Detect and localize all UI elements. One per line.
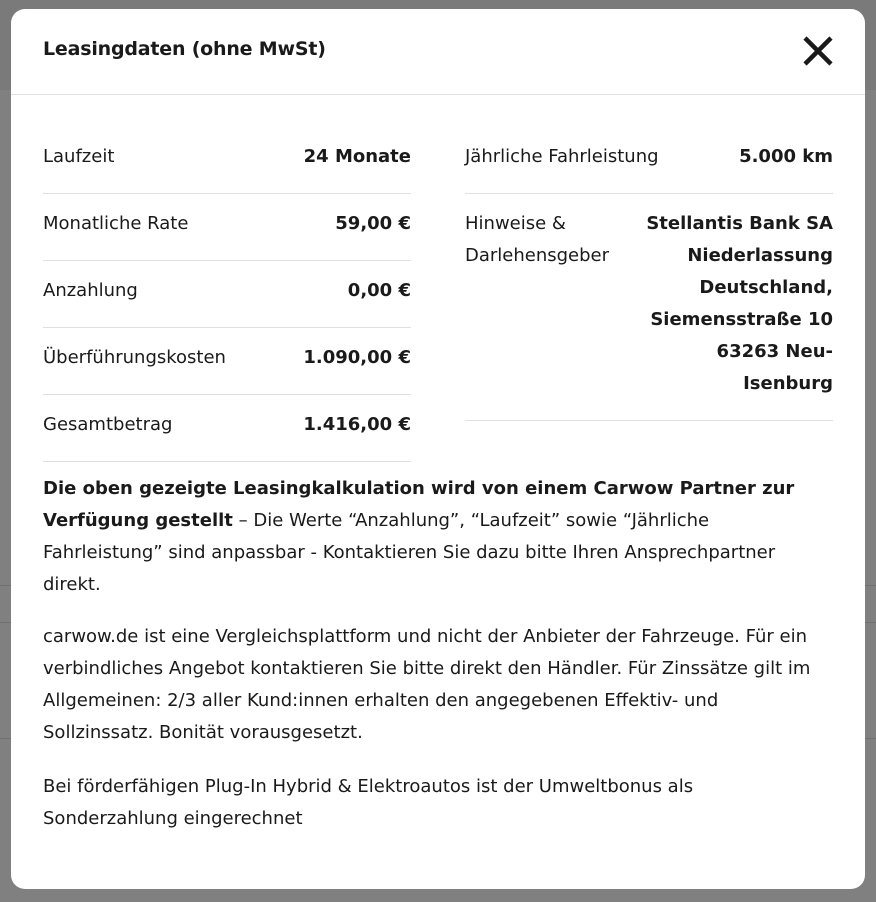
detail-label: Überführungskosten — [43, 347, 226, 368]
modal-title: Leasingdaten (ohne MwSt) — [43, 38, 326, 60]
detail-row-darlehensgeber — [465, 194, 833, 421]
background-divider — [865, 622, 876, 623]
detail-value: 1.090,00 € — [303, 347, 411, 368]
detail-row-laufzeit — [43, 127, 411, 194]
detail-label: Jährliche Fahrleistung — [465, 146, 659, 167]
platform-notice-paragraph: carwow.de ist eine Vergleichsplattform und nicht der Anbieter der Fahrzeuge. Für ein verbindliches Angebot kontaktieren Sie bitte direkt den Händler. Für Zinssätze gilt im Allgemeinen: 2/3 aller Kund:innen erhalten den angegebenen Effektiv- und Sollzinssatz. Bonität vorausgesetzt. — [43, 626, 811, 743]
detail-row-gesamtbetrag — [43, 395, 411, 462]
background-divider — [0, 622, 11, 623]
disclaimer-bold-text: Die oben gezeigte Leasingkalkulation wird von einem Carwow Partner zur Verfügung gestellt — [43, 478, 795, 531]
lender-address: Stellantis Bank SA Niederlassung Deutschland, Siemensstraße 10 63263 Neu-Isenburg — [646, 213, 833, 394]
detail-row-anzahlung — [43, 261, 411, 328]
background-divider — [0, 738, 11, 739]
detail-value: 24 Monate — [303, 146, 411, 167]
detail-row-ueberfuehrungskosten — [43, 328, 411, 395]
background-divider — [865, 585, 876, 586]
detail-value: 5.000 km — [739, 146, 833, 167]
background-divider — [0, 585, 11, 586]
close-button[interactable] — [801, 34, 835, 68]
detail-row-jaehrliche-fahrleistung — [465, 127, 833, 194]
detail-label: Monatliche Rate — [43, 213, 189, 234]
detail-label: Laufzeit — [43, 146, 115, 167]
detail-value: 1.416,00 € — [303, 414, 411, 435]
modal-header — [11, 9, 865, 95]
detail-value: 59,00 € — [335, 213, 411, 234]
environmental-bonus-paragraph: Bei förderfähigen Plug-In Hybrid & Elektroautos ist der Umweltbonus als Sonderzahlung eingerechnet — [43, 776, 694, 829]
leasing-details-left-column — [43, 127, 411, 462]
detail-label: Anzahlung — [43, 280, 138, 301]
leasing-details-modal — [11, 9, 865, 889]
background-divider — [865, 738, 876, 739]
detail-label: Hinweise & Darlehensgeber — [465, 213, 610, 266]
detail-label: Gesamtbetrag — [43, 414, 173, 435]
detail-value: 0,00 € — [347, 280, 411, 301]
leasing-details-right-column — [465, 127, 833, 421]
disclaimer-text: – Die Werte “Anzahlung”, “Laufzeit” sowie “Jährliche Fahrleistung” sind anpassbar - Kontaktieren Sie dazu bitte Ihren Ansprechpartner direkt. — [43, 510, 776, 595]
close-icon — [801, 34, 835, 68]
detail-row-monatliche-rate — [43, 194, 411, 261]
leasing-disclaimer-paragraph — [43, 473, 833, 601]
